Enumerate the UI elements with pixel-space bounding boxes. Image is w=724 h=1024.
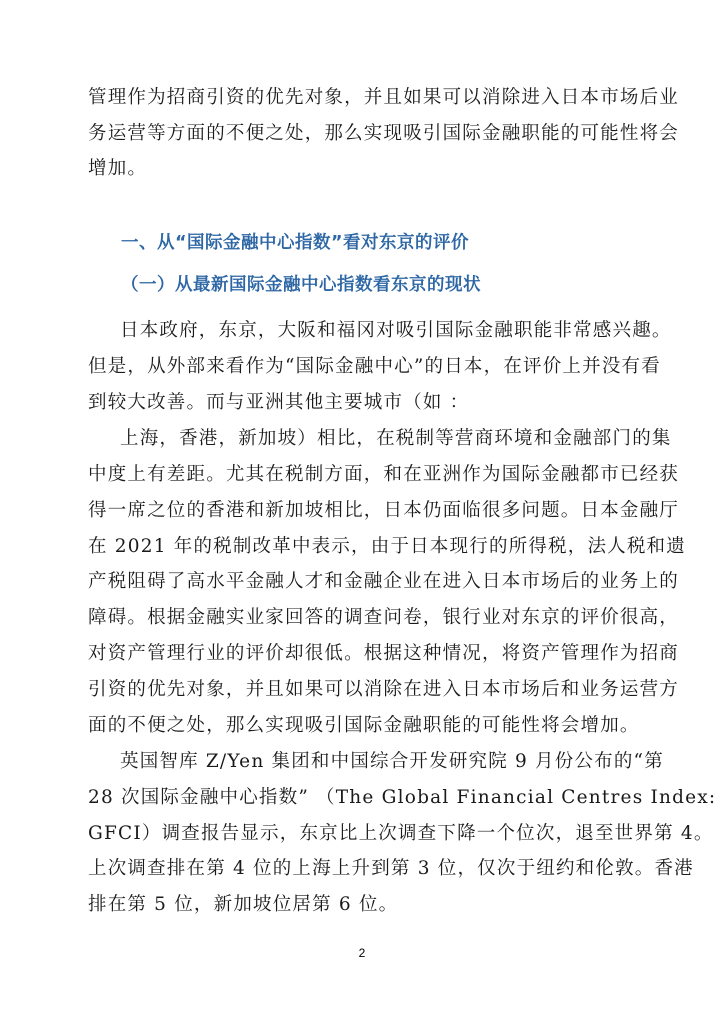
subsection-heading: （一）从最新国际金融中心指数看东京的现状	[121, 275, 481, 295]
text-line: 面的不便之处，那么实现吸引国际金融职能的可能性将会增加。	[88, 715, 640, 736]
text-line: 日本政府，东京，大阪和福冈对吸引国际金融职能非常感兴趣。	[120, 320, 672, 341]
text-line: 上海，香港，新加坡）相比，在税制等营商环境和金融部门的集	[120, 428, 672, 449]
text-line: 增加。	[88, 158, 148, 179]
text-line: 英国智库 Z/Yen 集团和中国综合开发研究院 9 月份公布的“第	[120, 751, 664, 772]
text-line: 管理作为招商引资的优先对象，并且如果可以消除进入日本市场后业	[88, 87, 680, 108]
text-line: 务运营等方面的不便之处，那么实现吸引国际金融职能的可能性将会	[88, 123, 680, 144]
text-line: 在 2021 年的税制改革中表示，由于日本现行的所得税，法人税和遗	[88, 536, 686, 557]
page-number: 2	[358, 946, 366, 960]
text-line: 对资产管理行业的评价却很低。根据这种情况，将资产管理作为招商	[88, 643, 680, 664]
text-line: 上次调查排在第 4 位的上海上升到第 3 位，仅次于纽约和伦敦。香港	[88, 858, 694, 879]
text-line: 障碍。根据金融实业家回答的调查问卷，银行业对东京的评价很高，	[88, 607, 680, 628]
text-line: GFCI）调查报告显示，东京比上次调查下降一个位次，退至世界第 4。	[88, 823, 714, 844]
section-heading: 一、从“国际金融中心指数”看对东京的评价	[121, 233, 470, 253]
text-line: 得一席之位的香港和新加坡相比，日本仍面临很多问题。日本金融厅	[88, 500, 680, 521]
text-line: 产税阻碍了高水平金融人才和金融企业在进入日本市场后的业务上的	[88, 571, 680, 592]
text-line: 但是，从外部来看作为“国际金融中心”的日本，在评价上并没有看	[88, 356, 661, 377]
text-line: 到较大改善。而与亚洲其他主要城市（如 ：	[88, 392, 470, 413]
text-line: 中度上有差距。尤其在税制方面，和在亚洲作为国际金融都市已经获	[88, 464, 680, 485]
text-line: 排在第 5 位，新加坡位居第 6 位。	[88, 894, 399, 915]
text-line: 28 次国际金融中心指数” （The Global Financial Centres Index:	[88, 787, 717, 808]
text-line: 引资的优先对象，并且如果可以消除在进入日本市场后和业务运营方	[88, 679, 680, 700]
